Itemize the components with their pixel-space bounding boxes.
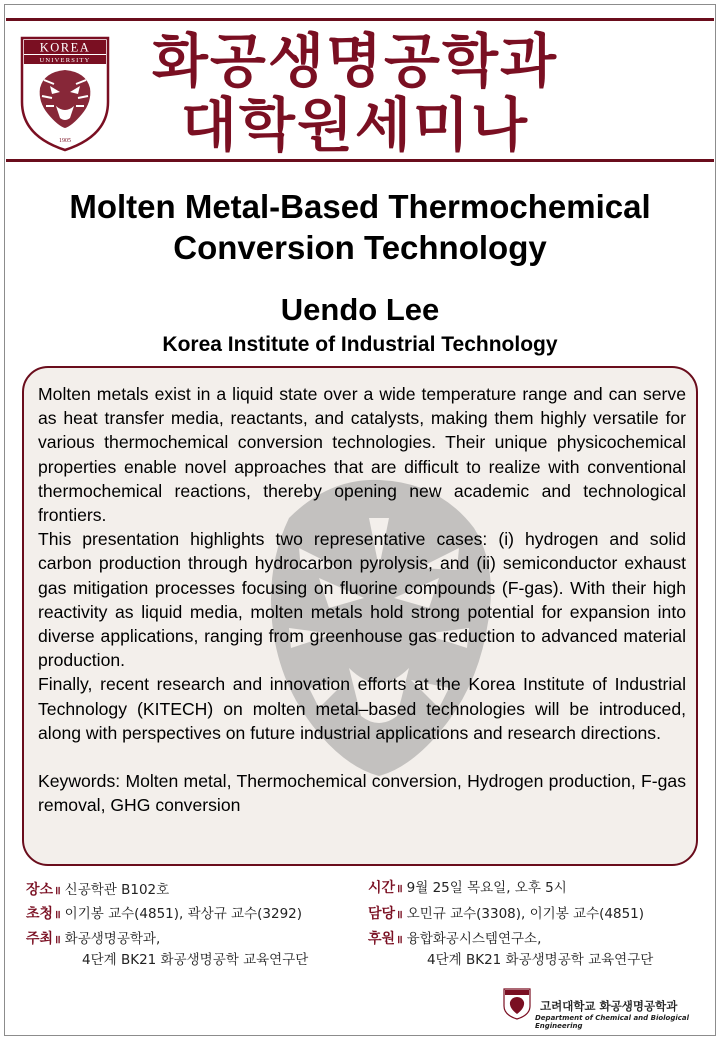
time-separator: ॥ (396, 882, 403, 895)
abstract-paragraph-3: Finally, recent research and innovation efforts at the Korea Institute of Industrial Technology (KITECH) on molten metal–based technologies will be introduced, along with perspectives on future industrial applications and research directions. (38, 674, 686, 743)
host-separator: ॥ (54, 933, 61, 946)
host-line2: 4단계 BK21 화공생명공학 교육연구단 (82, 952, 309, 968)
sponsor-line1: 융합화공시스템연구소, (406, 931, 542, 947)
talk-title: Molten Metal-Based Thermochemical Conversion Technology (69, 188, 651, 266)
info-time (368, 878, 567, 899)
seminar-title-line2: 대학원세미나 (180, 91, 530, 159)
abstract-paragraph-2: This presentation highlights two representative cases: (i) hydrogen and solid carbon production through hydrocarbon pyrolysis, and (ii) semiconductor exhaust gas mitigation processes focusing on fluorine compounds (F-gas). With their high reactivity as liquid media, molten metals hold strong potential for expansion into diverse applications, ranging from greenhouse gas reduction to advanced material production. (38, 529, 686, 671)
contact-label: 담당 (368, 906, 396, 922)
place-label: 장소 (26, 882, 54, 898)
seminar-title-line1: 화공생명공학과 (151, 27, 559, 95)
footer-department-english: Department of Chemical and Biological Engineering (535, 1014, 690, 1030)
sponsor-label: 후원 (368, 931, 396, 947)
invite-value: 이기봉 교수(4851), 곽상규 교수(3292) (64, 906, 303, 922)
logo-year-text: 1905 (59, 138, 71, 144)
info-sponsor (368, 929, 653, 970)
logo-university-text: UNIVERSITY (39, 57, 91, 64)
contact-value: 오민규 교수(3308), 이기봉 교수(4851) (406, 906, 645, 922)
info-contact (368, 904, 644, 925)
korea-university-crest-logo (20, 36, 110, 152)
info-place (26, 880, 169, 901)
time-value: 9월 25일 목요일, 오후 5시 (406, 880, 567, 896)
time-label: 시간 (368, 880, 396, 896)
place-value: 신공학관 B102호 (64, 882, 170, 898)
info-host (26, 929, 308, 970)
sponsor-separator: ॥ (396, 933, 403, 946)
place-separator: ॥ (54, 884, 61, 897)
contact-separator: ॥ (396, 908, 403, 921)
footer-department-korean: 고려대학교 화공생명공학과 (540, 999, 678, 1013)
footer-crest-logo (503, 988, 531, 1020)
info-invite (26, 904, 302, 925)
host-line1: 화공생명공학과, (64, 931, 161, 947)
abstract-box (22, 366, 698, 866)
host-label: 주최 (26, 931, 54, 947)
abstract-keywords: Keywords: Molten metal, Thermochemical conversion, Hydrogen production, F-gas removal, GHG conversion (38, 771, 686, 816)
logo-korea-text: KOREA (39, 40, 91, 55)
abstract-paragraph-1: Molten metals exist in a liquid state over a wide temperature range and can serve as heat transfer media, reactants, and catalysts, making them highly versatile for various thermochemical conversion technologies. Their unique physicochemical properties enable novel approaches that are difficult to realize with conventional thermochemical reactions, thereby opening new academic and technological frontiers. (38, 384, 686, 526)
invite-separator: ॥ (54, 908, 61, 921)
speaker-name: Uendo Lee (280, 292, 440, 327)
speaker-affiliation: Korea Institute of Industrial Technology (162, 333, 558, 356)
sponsor-line2: 4단계 BK21 화공생명공학 교육연구단 (427, 952, 654, 968)
abstract-text (38, 382, 686, 817)
invite-label: 초청 (26, 906, 54, 922)
